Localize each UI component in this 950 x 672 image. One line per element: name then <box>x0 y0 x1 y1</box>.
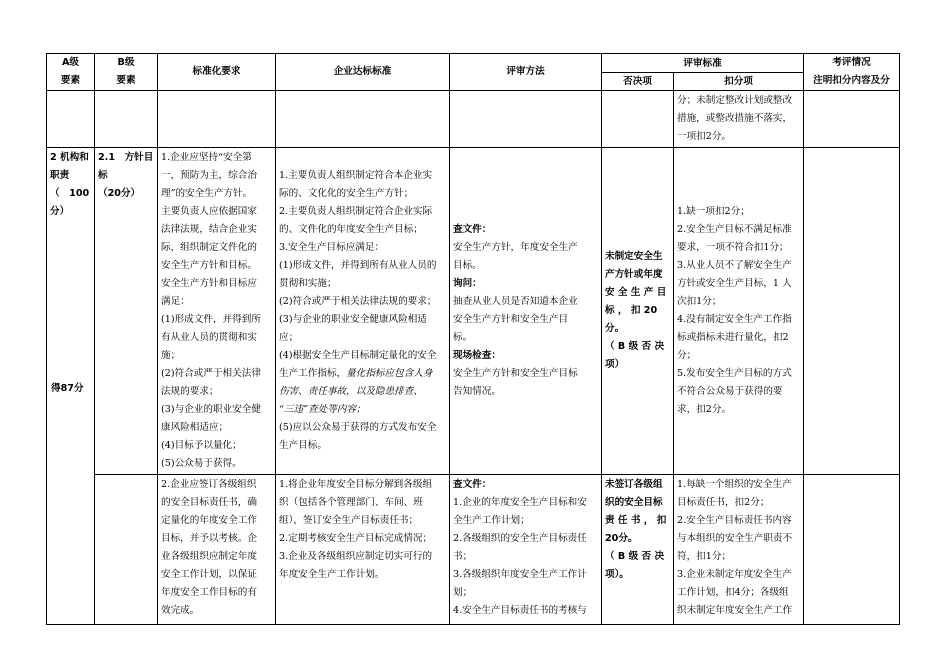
row2-veto-item: 未签订各级组 织的安全目标 责 任 书 ， 扣 20分。 （ B 级 否 决 项）。 <box>602 475 674 625</box>
row2-standard-requirement: 2.企业应签订各级组织 的安全目标责任书，确 定量化的年度安全工作 目标，并予以考核。企 业各级组织应制定年度 安全工作计划，以保证 年度安全工作目标的有 效完成。 <box>158 475 276 625</box>
header-evaluation-result: 考评情况 注明扣分内容及分 <box>804 54 900 91</box>
row1-enterprise-standard: 1.主要负责人组织制定符合本企业实 际的、文化化的安全生产方针； 2.主要负责人组织制定符合企业实际 的、文件化的年度安全生产目标； 3.安全生产目标应满足： (1)形成文件，并得到所有从业人员的 贯彻和实施； (2)符合或严于相关法律法规的要求； (3)与企业的职业安全健康风险相适 应； (4)根据安全生产目标制定量化的安全 生产工作指标，量化指标应包含人身 伤害、责任事故，以及隐患排查、 “三违”查处等内容； (5)应以公众易于获得的方式发布安全 生产目标。 <box>276 148 450 475</box>
row1-standard-requirement: 1.企业应坚持“安全第 一，预防为主，综合治 理”的安全生产方针。 主要负责人应依据国家 法律法规，结合企业实 际，组织制定文件化的 安全生产方针和目标。 安全生产方针和目标应 满足： (1)形成文件，并得到所 有从业人员的贯彻和实 施； (2)符合或严于相关法律 法规的要求； (3)与企业的职业安全健 康风险相适应； (4)目标予以量化； (5)公众易于获得。 <box>158 148 276 475</box>
header-a-element: A级 要素 <box>47 54 95 91</box>
row2-enterprise-standard: 1.将企业年度安全目标分解到各级组 织（包括各个管理部门、车间、班 组），签订安全生产目标责任书； 2.定期考核安全生产目标完成情况； 3.企业及各级组织应制定切实可行的 年度安全生产工作计划。 <box>276 475 450 625</box>
row2-review-method: 查文件： 1.企业的年度安全生产目标和安 全生产工作计划； 2.各级组织的安全生产目标责任 书； 3.各级组织年度安全生产工作计 划； 4.安全生产目标责任书的考核与 <box>450 475 602 625</box>
row1-veto-item: 未制定安全生 产方针或年度 安 全 生 产 目 标 ， 扣 20 分。 （ B 级 否 决 项） <box>602 148 674 475</box>
header-veto-item: 否决项 <box>602 73 674 91</box>
a-element-score: 得87分 <box>51 383 84 394</box>
row2-evaluation-result <box>804 475 900 625</box>
row0-deduction: 分；未制定整改计划或整改 措施，或整改措施不落实， 一项扣2分。 <box>674 91 804 148</box>
header-b-element: B级 要素 <box>95 54 158 91</box>
table-row <box>47 148 900 475</box>
b-element-cell: 2.1 方针目 标 （20分） <box>95 148 158 475</box>
header-standard-requirement: 标准化要求 <box>158 54 276 91</box>
row1-deduction: 1.缺一项扣2分； 2.安全生产目标不满足标准 要求，一项不符合扣1分； 3.从业人员不了解安全生产 方针或安全生产目标，1 人 次扣1分； 4.没有制定安全生产工作指 标或指标未进行量化，扣2 分； 5.发布安全生产目标的方式 不符合公众易于获得的要 求，扣2分。 <box>674 148 804 475</box>
a-element-cell: 2 机构和 职责 （ 100 分） 得87分 <box>47 148 95 625</box>
header-deduction-item: 扣分项 <box>674 73 804 91</box>
header-review-method: 评审方法 <box>450 54 602 91</box>
row1-evaluation-result <box>804 148 900 475</box>
table-row <box>47 475 900 625</box>
header-review-criteria: 评审标准 <box>602 54 804 73</box>
table-row <box>47 91 900 148</box>
row1-review-method: 查文件： 安全生产方针，年度安全生产 目标。 询问： 抽查从业人员是否知道本企业 安全生产方针和安全生产目 标。 现场检查： 安全生产方针和安全生产目标 告知情况。 <box>450 148 602 475</box>
header-enterprise-standard: 企业达标标准 <box>276 54 450 91</box>
evaluation-table <box>46 53 900 625</box>
row2-deduction: 1.每缺一个组织的安全生产 目标责任书，扣2分； 2.安全生产目标责任书内容 与本组织的安全生产职责不 符，扣1分； 3.企业未制定年度安全生产 工作计划，扣4分；各级组 织未制定年度安全生产工作 <box>674 475 804 625</box>
